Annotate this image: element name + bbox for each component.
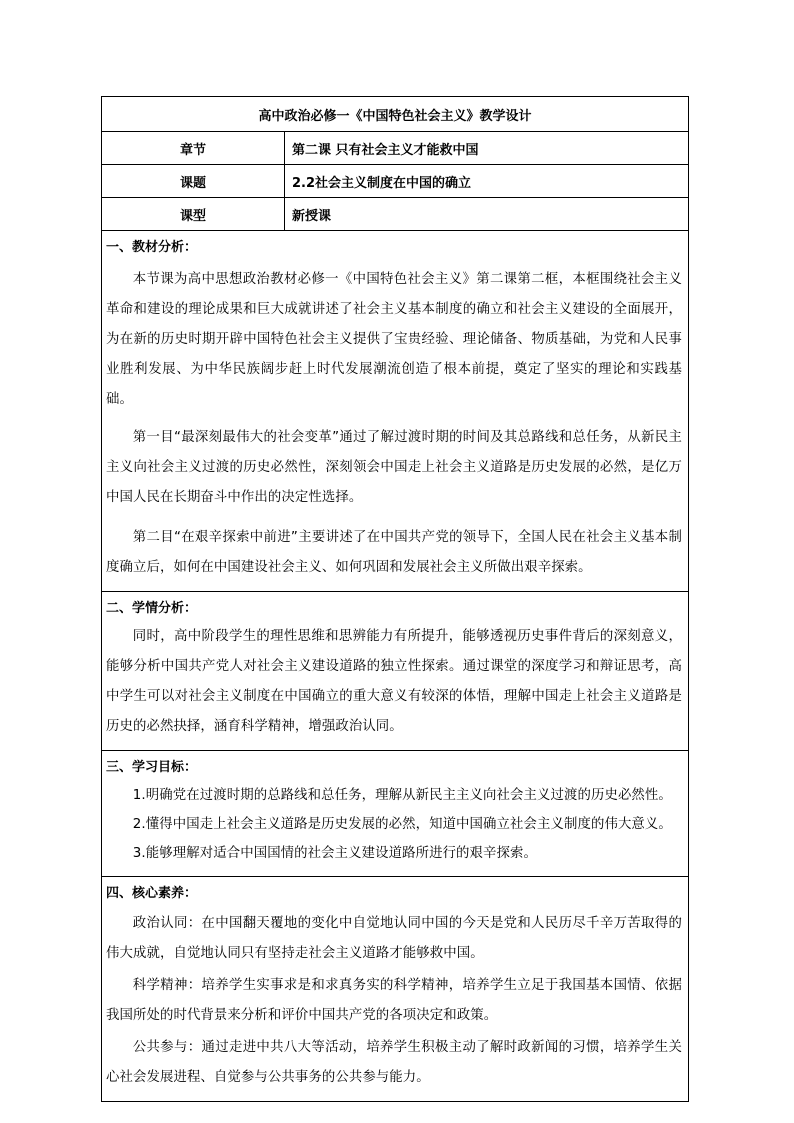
- objective-item: 3.能够理解对适合中国国情的社会主义建设道路所进行的艰辛探索。: [132, 846, 537, 861]
- lesson-plan-table: [101, 96, 689, 1102]
- objective-item: 1.明确党在过渡时期的总路线和总任务，理解从新民主主义向社会主义过渡的历史必然性。: [132, 788, 672, 803]
- section-heading: 三、学习目标：: [106, 760, 198, 775]
- info-label-chapter: 章节: [102, 132, 285, 165]
- section-heading: 一、教材分析：: [106, 240, 198, 255]
- info-value-chapter: 第二课 只有社会主义才能救中国: [285, 132, 689, 165]
- section-learning-objectives: [102, 751, 689, 877]
- section-heading: 二、学情分析：: [106, 601, 198, 616]
- info-row-topic: [102, 165, 689, 198]
- info-row-lesson-type: [102, 198, 689, 231]
- section-core-competencies: [102, 877, 689, 1102]
- section-paragraph: 第一目“最深刻最伟大的社会变革”通过了解过渡时期的时间及其总路线和总任务，从新民主主义向社会主义过渡的历史必然性，深刻领会中国走上社会主义道路是历史发展的必然，是亿万中国人民在长期奋斗中作出的决定性选择。: [106, 430, 683, 505]
- section-textbook-analysis: [102, 231, 689, 592]
- section-paragraph: 科学精神：培养学生实事求是和求真务实的科学精神，培养学生立足于我国基本国情、依据我国所处的时代背景来分析和评价中国共产党的各项决定和政策。: [106, 978, 683, 1023]
- info-row-chapter: [102, 132, 689, 165]
- section-paragraph: 政治认同：在中国翻天覆地的变化中自觉地认同中国的今天是党和人民历尽千辛万苦取得的伟大成就，自觉地认同只有坚持走社会主义道路才能够救中国。: [106, 916, 683, 961]
- objective-item: 2.懂得中国走上社会主义道路是历史发展的必然，知道中国确立社会主义制度的伟大意义。: [132, 817, 672, 832]
- section-paragraph: 同时，高中阶段学生的理性思维和思辨能力有所提升，能够透视历史事件背后的深刻意义，能够分析中国共产党人对社会主义建设道路的独立性探索。通过课堂的深度学习和辩证思考，高中学生可以对社会主义制度在中国确立的重大意义有较深的体悟，理解中国走上社会主义道路是历史的必然抉择，涵育科学精神，增强政治认同。: [106, 629, 683, 734]
- section-student-analysis: [102, 592, 689, 751]
- section-heading: 四、核心素养：: [106, 886, 198, 901]
- info-label-lesson-type: 课型: [102, 198, 285, 231]
- info-value-topic: 2.2社会主义制度在中国的确立: [285, 165, 689, 198]
- document-title: 高中政治必修一《中国特色社会主义》教学设计: [102, 97, 689, 132]
- section-paragraph: 第二目“在艰辛探索中前进”主要讲述了在中国共产党的领导下，全国人民在社会主义基本制度确立后，如何在中国建设社会主义、如何巩固和发展社会主义所做出艰辛探索。: [106, 530, 683, 575]
- info-label-topic: 课题: [102, 165, 285, 198]
- section-paragraph: 公共参与：通过走进中共八大等活动，培养学生积极主动了解时政新闻的习惯，培养学生关心社会发展进程、自觉参与公共事务的公共参与能力。: [106, 1040, 683, 1085]
- section-paragraph: 本节课为高中思想政治教材必修一《中国特色社会主义》第二课第二框，本框围绕社会主义革命和建设的理论成果和巨大成就讲述了社会主义基本制度的确立和社会主义建设的全面展开，为在新的历史时期开辟中国特色社会主义提供了宝贵经验、理论储备、物质基础，为党和人民事业胜利发展、为中华民族阔步赶上时代发展潮流创造了根本前提，奠定了坚实的理论和实践基础。: [106, 272, 683, 407]
- info-value-lesson-type: 新授课: [285, 198, 689, 231]
